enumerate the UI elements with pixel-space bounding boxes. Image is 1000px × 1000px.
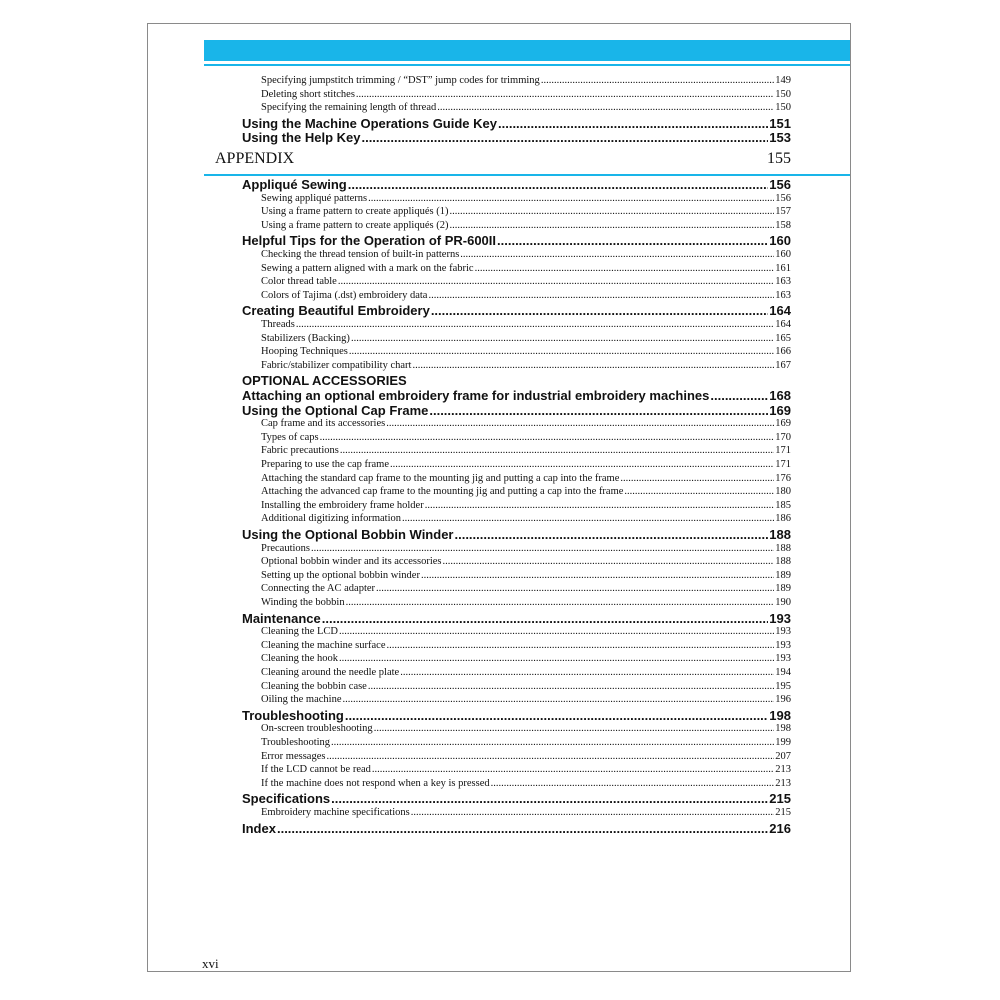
- toc-entry-page: 153: [769, 130, 791, 146]
- toc-entry-title: Attaching the advanced cap frame to the mounting jig and putting a cap into the frame: [261, 486, 624, 498]
- toc-leader-dots: [425, 499, 775, 512]
- toc-leader-dots: [497, 233, 768, 248]
- toc-entry-page: 163: [775, 289, 791, 301]
- toc-leader-dots: [454, 527, 768, 542]
- toc-subentry[interactable]: [261, 359, 791, 372]
- toc-subentry[interactable]: [261, 318, 791, 331]
- toc-entry-page: 188: [769, 527, 791, 542]
- toc-entry-page: 164: [769, 303, 791, 319]
- toc-leader-dots: [368, 680, 774, 693]
- toc-leader-dots: [331, 736, 774, 749]
- toc-entry-page: 193: [769, 610, 791, 626]
- toc-entry-title: Threads: [261, 319, 295, 330]
- toc-leader-dots: [710, 388, 768, 403]
- toc-subentry[interactable]: [261, 652, 791, 665]
- toc-entry[interactable]: [242, 791, 791, 806]
- toc-entry-title: Types of caps: [261, 431, 319, 443]
- toc-entry-title: Attaching an optional embroidery frame for industrial embroidery machines: [242, 388, 710, 403]
- toc-subentry[interactable]: [261, 582, 791, 595]
- toc-leader-dots: [491, 777, 775, 790]
- toc-entry-page: 166: [775, 346, 791, 358]
- toc-entry[interactable]: [242, 373, 407, 388]
- toc-leader-dots: [277, 821, 768, 836]
- toc-entry-page: 194: [775, 667, 791, 678]
- toc-entry-page: 215: [775, 807, 791, 818]
- toc-entry-title: Color thread table: [261, 276, 337, 288]
- toc-entry-title: Cap frame and its accessories: [261, 418, 386, 430]
- toc-entry-page: 215: [769, 791, 791, 807]
- toc-subentry[interactable]: [261, 777, 791, 790]
- toc-entry-title: Sewing appliqué patterns: [261, 192, 368, 204]
- toc-subentry[interactable]: [261, 74, 791, 87]
- toc-entry-title: Using the Optional Bobbin Winder: [242, 527, 454, 542]
- toc-leader-dots: [386, 417, 774, 430]
- toc-entry-title: Using the Optional Cap Frame: [242, 402, 429, 418]
- toc-entry-title: Attaching the standard cap frame to the mounting jig and putting a cap into the frame: [261, 472, 620, 484]
- toc-entry[interactable]: [242, 821, 791, 836]
- toc-entry-page: 188: [775, 542, 791, 554]
- toc-entry-page: 168: [769, 388, 791, 403]
- toc-subentry[interactable]: [261, 472, 791, 485]
- toc-entry-page: 171: [775, 459, 791, 470]
- toc-entry-title: Installing the embroidery frame holder: [261, 499, 424, 511]
- toc-entry-title: Using the Machine Operations Guide Key: [242, 115, 497, 131]
- toc-subentry[interactable]: [261, 101, 791, 114]
- toc-leader-dots: [620, 472, 774, 485]
- toc-leader-dots: [624, 485, 774, 498]
- appendix-heading: [215, 150, 791, 168]
- toc-entry[interactable]: [242, 708, 791, 723]
- toc-subentry[interactable]: [261, 666, 791, 679]
- toc-entry-title: Stabilizers (Backing): [261, 332, 350, 344]
- toc-entry-page: 167: [775, 359, 791, 371]
- toc-entry-page: 169: [775, 418, 791, 430]
- toc-leader-dots: [311, 542, 774, 555]
- toc-leader-dots: [368, 192, 774, 205]
- toc-entry-title: Hooping Techniques: [261, 346, 348, 358]
- appendix-title: APPENDIX: [215, 150, 295, 167]
- toc-leader-dots: [356, 88, 774, 101]
- toc-entry-page: 160: [769, 233, 791, 249]
- toc-entry-title: Creating Beautiful Embroidery: [242, 303, 430, 319]
- toc-entry-title: On-screen troubleshooting: [261, 723, 373, 735]
- toc-entry-page: 169: [769, 402, 791, 418]
- toc-entry-title: Appliqué Sewing: [242, 177, 347, 192]
- toc-entry-page: 190: [775, 597, 791, 608]
- toc-entry-page: 151: [769, 115, 791, 131]
- toc-entry[interactable]: [242, 116, 791, 131]
- toc-entry-title: OPTIONAL ACCESSORIES: [242, 373, 407, 389]
- toc-entry-page: 185: [775, 499, 791, 511]
- toc-entry-title: Oiling the machine: [261, 694, 342, 706]
- toc-leader-dots: [412, 359, 774, 372]
- toc-entry-title: Embroidery machine specifications: [261, 807, 410, 818]
- toc-entry[interactable]: [242, 303, 791, 318]
- toc-subentry[interactable]: [261, 499, 791, 512]
- toc-leader-dots: [320, 431, 775, 444]
- toc-subentry[interactable]: [261, 431, 791, 444]
- toc-entry-page: 164: [775, 319, 791, 330]
- toc-entry-title: Cleaning the machine surface: [261, 639, 386, 651]
- toc-entry-title: Deleting short stitches: [261, 88, 355, 100]
- toc-leader-dots: [390, 458, 774, 471]
- toc-subentry[interactable]: [261, 625, 791, 638]
- toc-entry-title: Additional digitizing information: [261, 513, 401, 525]
- toc-entry-page: 196: [775, 694, 791, 706]
- toc-entry-title: Troubleshooting: [261, 737, 331, 748]
- appendix-page: 155: [767, 150, 791, 167]
- appendix-rule: [204, 174, 850, 176]
- toc-entry-page: 163: [775, 276, 791, 288]
- toc-entry-title: Index: [242, 820, 276, 836]
- toc-entry-page: 193: [775, 639, 791, 651]
- toc-leader-dots: [338, 275, 774, 288]
- toc-entry-title: Fabric precautions: [261, 445, 339, 457]
- toc-leader-dots: [348, 177, 769, 192]
- toc-subentry[interactable]: [261, 205, 791, 218]
- toc-leader-dots: [361, 130, 768, 145]
- toc-entry-page: 176: [775, 472, 791, 484]
- toc-leader-dots: [339, 625, 774, 638]
- toc-subentry[interactable]: [261, 262, 791, 275]
- toc-entry-page: 213: [775, 777, 791, 789]
- toc-entry-title: Maintenance: [242, 610, 321, 626]
- toc-entry-title: Using a frame pattern to create appliqués (2): [261, 219, 449, 231]
- toc-entry-page: 189: [775, 583, 791, 595]
- toc-entry[interactable]: [242, 130, 791, 145]
- toc-entry-title: If the machine does not respond when a key is pressed: [261, 777, 490, 789]
- toc-leader-dots: [400, 666, 774, 679]
- toc-leader-dots: [331, 791, 768, 806]
- toc-leader-dots: [376, 582, 774, 595]
- toc-entry-page: 165: [775, 332, 791, 344]
- toc-subentry[interactable]: [261, 722, 791, 735]
- toc-entry-page: 156: [775, 192, 791, 204]
- toc-entry-title: Using a frame pattern to create appliqués (1): [261, 206, 449, 218]
- toc-entry-page: 199: [775, 737, 791, 748]
- toc-leader-dots: [349, 345, 774, 358]
- toc-leader-dots: [345, 708, 768, 723]
- toc-entry-title: Colors of Tajima (.dst) embroidery data: [261, 289, 428, 301]
- toc-leader-dots: [322, 611, 769, 626]
- toc-leader-dots: [402, 512, 774, 525]
- toc-leader-dots: [339, 652, 774, 665]
- toc-entry-title: Setting up the optional bobbin winder: [261, 569, 420, 581]
- toc-entry-title: Error messages: [261, 750, 326, 762]
- toc-entry-page: 160: [775, 249, 791, 260]
- toc-subentry[interactable]: [261, 248, 791, 261]
- toc-entry-page: 161: [775, 262, 791, 274]
- toc-entry-page: 186: [775, 513, 791, 525]
- toc-leader-dots: [460, 248, 774, 261]
- toc-leader-dots: [541, 74, 774, 87]
- toc-subentry[interactable]: [261, 444, 791, 457]
- toc-entry-title: Troubleshooting: [242, 707, 344, 723]
- toc-entry-title: Connecting the AC adapter: [261, 583, 376, 595]
- toc-entry-title: Using the Help Key: [242, 130, 361, 146]
- toc-subentry[interactable]: [261, 458, 791, 471]
- toc-entry-page: 193: [775, 626, 791, 638]
- toc-leader-dots: [387, 639, 775, 652]
- toc-subentry[interactable]: [261, 275, 791, 288]
- toc-subentry[interactable]: [261, 192, 791, 205]
- toc-subentry[interactable]: [261, 417, 791, 430]
- toc-subentry[interactable]: [261, 639, 791, 652]
- toc-entry-title: Precautions: [261, 542, 310, 554]
- toc-subentry[interactable]: [261, 332, 791, 345]
- page-number: xvi: [202, 956, 219, 971]
- toc-leader-dots: [372, 763, 774, 776]
- toc-leader-dots: [449, 219, 774, 232]
- toc-entry-page: 150: [775, 102, 791, 114]
- toc-subentry[interactable]: [261, 806, 791, 819]
- toc-leader-dots: [429, 403, 768, 418]
- toc-leader-dots: [443, 555, 775, 568]
- toc-leader-dots: [296, 318, 774, 331]
- toc-entry-page: 156: [769, 177, 791, 192]
- toc-leader-dots: [340, 444, 774, 457]
- toc-entry-page: 149: [775, 75, 791, 86]
- toc-leader-dots: [346, 596, 775, 609]
- toc-entry-title: Cleaning around the needle plate: [261, 667, 400, 678]
- toc-subentry[interactable]: [261, 542, 791, 555]
- toc-entry-page: 188: [775, 556, 791, 568]
- toc-entry-page: 195: [775, 680, 791, 692]
- toc-entry[interactable]: [242, 233, 791, 248]
- toc-leader-dots: [411, 806, 775, 819]
- toc-entry-title: Preparing to use the cap frame: [261, 459, 389, 470]
- toc-entry-title: Fabric/stabilizer compatibility chart: [261, 359, 412, 371]
- toc-entry-title: Sewing a pattern aligned with a mark on the fabric: [261, 262, 474, 274]
- toc-leader-dots: [428, 289, 774, 302]
- toc-subentry[interactable]: [261, 750, 791, 763]
- toc-entry-page: 158: [775, 219, 791, 231]
- toc-leader-dots: [498, 116, 768, 131]
- toc-entry-page: 171: [775, 445, 791, 457]
- toc-entry-title: Specifying the remaining length of thread: [261, 102, 437, 114]
- toc-entry-page: 207: [775, 750, 791, 762]
- toc-entry-page: 189: [775, 569, 791, 581]
- toc-subentry[interactable]: [261, 485, 791, 498]
- toc-leader-dots: [437, 101, 774, 114]
- toc-subentry[interactable]: [261, 88, 791, 101]
- toc-entry-title: Cleaning the hook: [261, 653, 338, 665]
- toc-leader-dots: [351, 332, 774, 345]
- toc-entry-title: Specifying jumpstitch trimming / “DST” jump codes for trimming: [261, 75, 540, 86]
- toc-entry-title: Cleaning the LCD: [261, 626, 338, 638]
- toc-subentry[interactable]: [261, 512, 791, 525]
- toc-subentry[interactable]: [261, 555, 791, 568]
- toc-entry-page: 213: [775, 764, 791, 776]
- toc-entry-title: Cleaning the bobbin case: [261, 680, 367, 692]
- toc-subentry[interactable]: [261, 569, 791, 582]
- toc-entry-page: 198: [775, 723, 791, 735]
- toc-subentry[interactable]: [261, 219, 791, 232]
- toc-leader-dots: [374, 722, 775, 735]
- toc-entry-page: 193: [775, 653, 791, 665]
- toc-entry[interactable]: [242, 403, 791, 418]
- toc-entry[interactable]: [242, 527, 791, 542]
- toc-leader-dots: [431, 303, 768, 318]
- toc-subentry[interactable]: [261, 693, 791, 706]
- toc-entry-page: 157: [775, 206, 791, 218]
- toc-subentry[interactable]: [261, 763, 791, 776]
- toc-entry-title: Specifications: [242, 791, 331, 807]
- toc-entry-title: If the LCD cannot be read: [261, 764, 371, 776]
- toc-entry-page: 170: [775, 431, 791, 443]
- toc-entry-page: 216: [769, 820, 791, 836]
- toc-leader-dots: [326, 750, 774, 763]
- toc-subentry[interactable]: [261, 289, 791, 302]
- toc-leader-dots: [421, 569, 774, 582]
- toc-entry-page: 150: [775, 88, 791, 100]
- toc-leader-dots: [449, 205, 774, 218]
- toc-entry-title: Winding the bobbin: [261, 597, 345, 608]
- toc-subentry[interactable]: [261, 736, 791, 749]
- toc-leader-dots: [475, 262, 775, 275]
- toc-entry-title: Helpful Tips for the Operation of PR-600II: [242, 233, 497, 249]
- toc-entry-title: Checking the thread tension of built-in patterns: [261, 249, 460, 260]
- toc-entry-title: Optional bobbin winder and its accessories: [261, 556, 442, 568]
- toc-entry[interactable]: [242, 388, 791, 403]
- toc-entry[interactable]: [242, 177, 791, 192]
- toc-leader-dots: [342, 693, 774, 706]
- toc-subentry[interactable]: [261, 680, 791, 693]
- toc-entry[interactable]: [242, 611, 791, 626]
- toc-subentry[interactable]: [261, 596, 791, 609]
- toc-subentry[interactable]: [261, 345, 791, 358]
- toc-entry-page: 198: [769, 707, 791, 723]
- toc-entry-page: 180: [775, 486, 791, 498]
